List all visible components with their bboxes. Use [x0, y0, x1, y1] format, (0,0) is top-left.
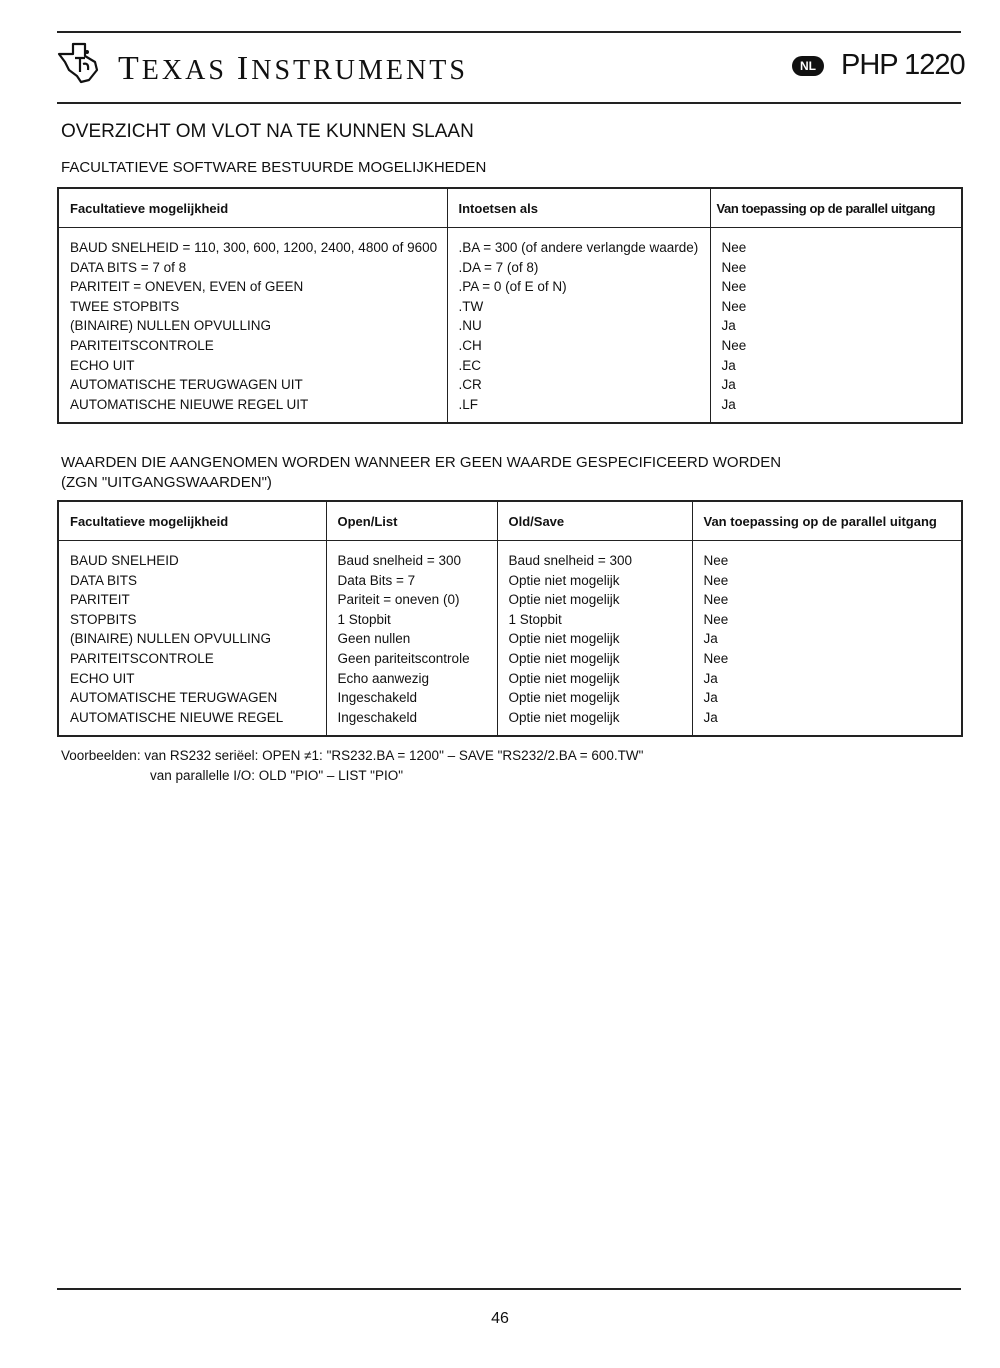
table-cell: Baud snelheid = 300: [497, 551, 692, 571]
table-cell: Ja: [692, 669, 962, 689]
table-row: [58, 571, 962, 591]
table-cell: Pariteit = oneven (0): [326, 590, 497, 610]
table-cell: Nee: [692, 590, 962, 610]
table-cell: BAUD SNELHEID = 110, 300, 600, 1200, 2400, 4800 of 9600: [58, 238, 447, 258]
brand-word-texas: EXAS: [141, 55, 227, 86]
brand-word-instruments: NSTRUMENTS: [251, 55, 468, 86]
table-row: [58, 688, 962, 708]
table-row: [58, 395, 962, 415]
table-header-row: [58, 501, 962, 541]
table-cell: BAUD SNELHEID: [58, 551, 326, 571]
table-cell: PARITEITSCONTROLE: [58, 649, 326, 669]
table-row: [58, 258, 962, 278]
table-cell: Optie niet mogelijk: [497, 629, 692, 649]
table-cell: AUTOMATISCHE NIEUWE REGEL: [58, 708, 326, 728]
table-cell: .LF: [447, 395, 710, 415]
column-header: Van toepassing op de parallel uitgang: [692, 501, 962, 541]
section2-heading: [61, 453, 781, 493]
defaults-table: [57, 500, 963, 737]
table-cell: (BINAIRE) NULLEN OPVULLING: [58, 316, 447, 336]
table-row: [58, 336, 962, 356]
table-cell: Nee: [710, 336, 962, 356]
brand-name: [118, 50, 468, 90]
examples-note: [61, 746, 643, 786]
table-row: [58, 316, 962, 336]
language-badge: NL: [792, 56, 824, 76]
examples-line1: Voorbeelden: van RS232 seriëel: OPEN ≠1: "RS232.BA = 1200" – SAVE "RS232/2.BA = 600.TW": [61, 748, 644, 763]
table-cell: STOPBITS: [58, 610, 326, 630]
table-spacer-row: [58, 414, 962, 423]
table-cell: .PA = 0 (of E of N): [447, 277, 710, 297]
table-cell: Ingeschakeld: [326, 688, 497, 708]
footer-rule: [57, 1288, 961, 1290]
top-rule: [57, 31, 961, 33]
column-header: Facultatieve mogelijkheid: [58, 501, 326, 541]
table-cell: PARITEIT: [58, 590, 326, 610]
table-row: [58, 297, 962, 317]
table-cell: Optie niet mogelijk: [497, 688, 692, 708]
section2-heading-line2: (ZGN "UITGANGSWAARDEN"): [61, 474, 272, 491]
table-cell: Optie niet mogelijk: [497, 590, 692, 610]
table-header-row: [58, 188, 962, 228]
header-rule: [57, 102, 961, 104]
options-table: [57, 187, 963, 424]
table-cell: Echo aanwezig: [326, 669, 497, 689]
table-cell: Data Bits = 7: [326, 571, 497, 591]
table-cell: Ja: [710, 395, 962, 415]
column-header: Intoetsen als: [447, 188, 710, 228]
section1-heading: FACULTATIEVE SOFTWARE BESTUURDE MOGELIJKHEDEN: [61, 159, 487, 176]
table-cell: ECHO UIT: [58, 356, 447, 376]
table-cell: .TW: [447, 297, 710, 317]
table-cell: Optie niet mogelijk: [497, 669, 692, 689]
column-header: Open/List: [326, 501, 497, 541]
texas-instruments-logo-icon: [55, 40, 103, 86]
table-cell: Ja: [692, 708, 962, 728]
table-cell: ECHO UIT: [58, 669, 326, 689]
table-row: [58, 238, 962, 258]
table-cell: Nee: [692, 649, 962, 669]
table-cell: .CR: [447, 375, 710, 395]
table-cell: Ja: [692, 688, 962, 708]
table-cell: 1 Stopbit: [326, 610, 497, 630]
table-cell: Ja: [710, 356, 962, 376]
table-cell: Nee: [710, 258, 962, 278]
table-spacer-row: [58, 727, 962, 736]
table-cell: Ja: [710, 375, 962, 395]
table-cell: 1 Stopbit: [497, 610, 692, 630]
table-cell: PARITEIT = ONEVEN, EVEN of GEEN: [58, 277, 447, 297]
table-cell: Ja: [692, 629, 962, 649]
column-header: Facultatieve mogelijkheid: [58, 188, 447, 228]
table-row: [58, 375, 962, 395]
table-cell: .DA = 7 (of 8): [447, 258, 710, 278]
table-cell: Optie niet mogelijk: [497, 708, 692, 728]
table-row: [58, 610, 962, 630]
table-row: [58, 629, 962, 649]
table-row: [58, 551, 962, 571]
table-cell: Geen nullen: [326, 629, 497, 649]
table-cell: .CH: [447, 336, 710, 356]
column-header: Van toepassing op de parallel uitgang: [710, 188, 962, 228]
table-cell: .EC: [447, 356, 710, 376]
table-cell: Baud snelheid = 300: [326, 551, 497, 571]
brand-initial-i: I: [236, 50, 252, 87]
column-header: Old/Save: [497, 501, 692, 541]
table-cell: Ingeschakeld: [326, 708, 497, 728]
table-row: [58, 649, 962, 669]
table-cell: Nee: [710, 238, 962, 258]
table-cell: AUTOMATISCHE TERUGWAGEN UIT: [58, 375, 447, 395]
table-row: [58, 669, 962, 689]
table-cell: AUTOMATISCHE NIEUWE REGEL UIT: [58, 395, 447, 415]
page-title: OVERZICHT OM VLOT NA TE KUNNEN SLAAN: [61, 121, 474, 142]
table-spacer-row: [58, 541, 962, 552]
table-cell: Nee: [692, 551, 962, 571]
table-cell: DATA BITS = 7 of 8: [58, 258, 447, 278]
table-cell: Nee: [692, 610, 962, 630]
section2-heading-line1: WAARDEN DIE AANGENOMEN WORDEN WANNEER ER GEEN WAARDE GESPECIFICEERD WORDEN: [61, 454, 782, 471]
table-row: [58, 356, 962, 376]
table-cell: Geen pariteitscontrole: [326, 649, 497, 669]
table-cell: Nee: [710, 277, 962, 297]
table-cell: Nee: [710, 297, 962, 317]
table-row: [58, 277, 962, 297]
table-cell: Optie niet mogelijk: [497, 571, 692, 591]
table-cell: .BA = 300 (of andere verlangde waarde): [447, 238, 710, 258]
table-cell: DATA BITS: [58, 571, 326, 591]
table-cell: AUTOMATISCHE TERUGWAGEN: [58, 688, 326, 708]
table-cell: Optie niet mogelijk: [497, 649, 692, 669]
table-row: [58, 590, 962, 610]
examples-line2: van parallelle I/O: OLD "PIO" – LIST "PIO": [150, 768, 404, 783]
table-spacer-row: [58, 228, 962, 239]
table-cell: PARITEITSCONTROLE: [58, 336, 447, 356]
table-cell: Ja: [710, 316, 962, 336]
table-cell: .NU: [447, 316, 710, 336]
table-row: [58, 708, 962, 728]
page-number: 46: [491, 1310, 509, 1327]
model-number: PHP 1220: [841, 49, 965, 81]
table-cell: (BINAIRE) NULLEN OPVULLING: [58, 629, 326, 649]
table-cell: Nee: [692, 571, 962, 591]
table-cell: TWEE STOPBITS: [58, 297, 447, 317]
brand-initial-t: T: [118, 50, 142, 87]
